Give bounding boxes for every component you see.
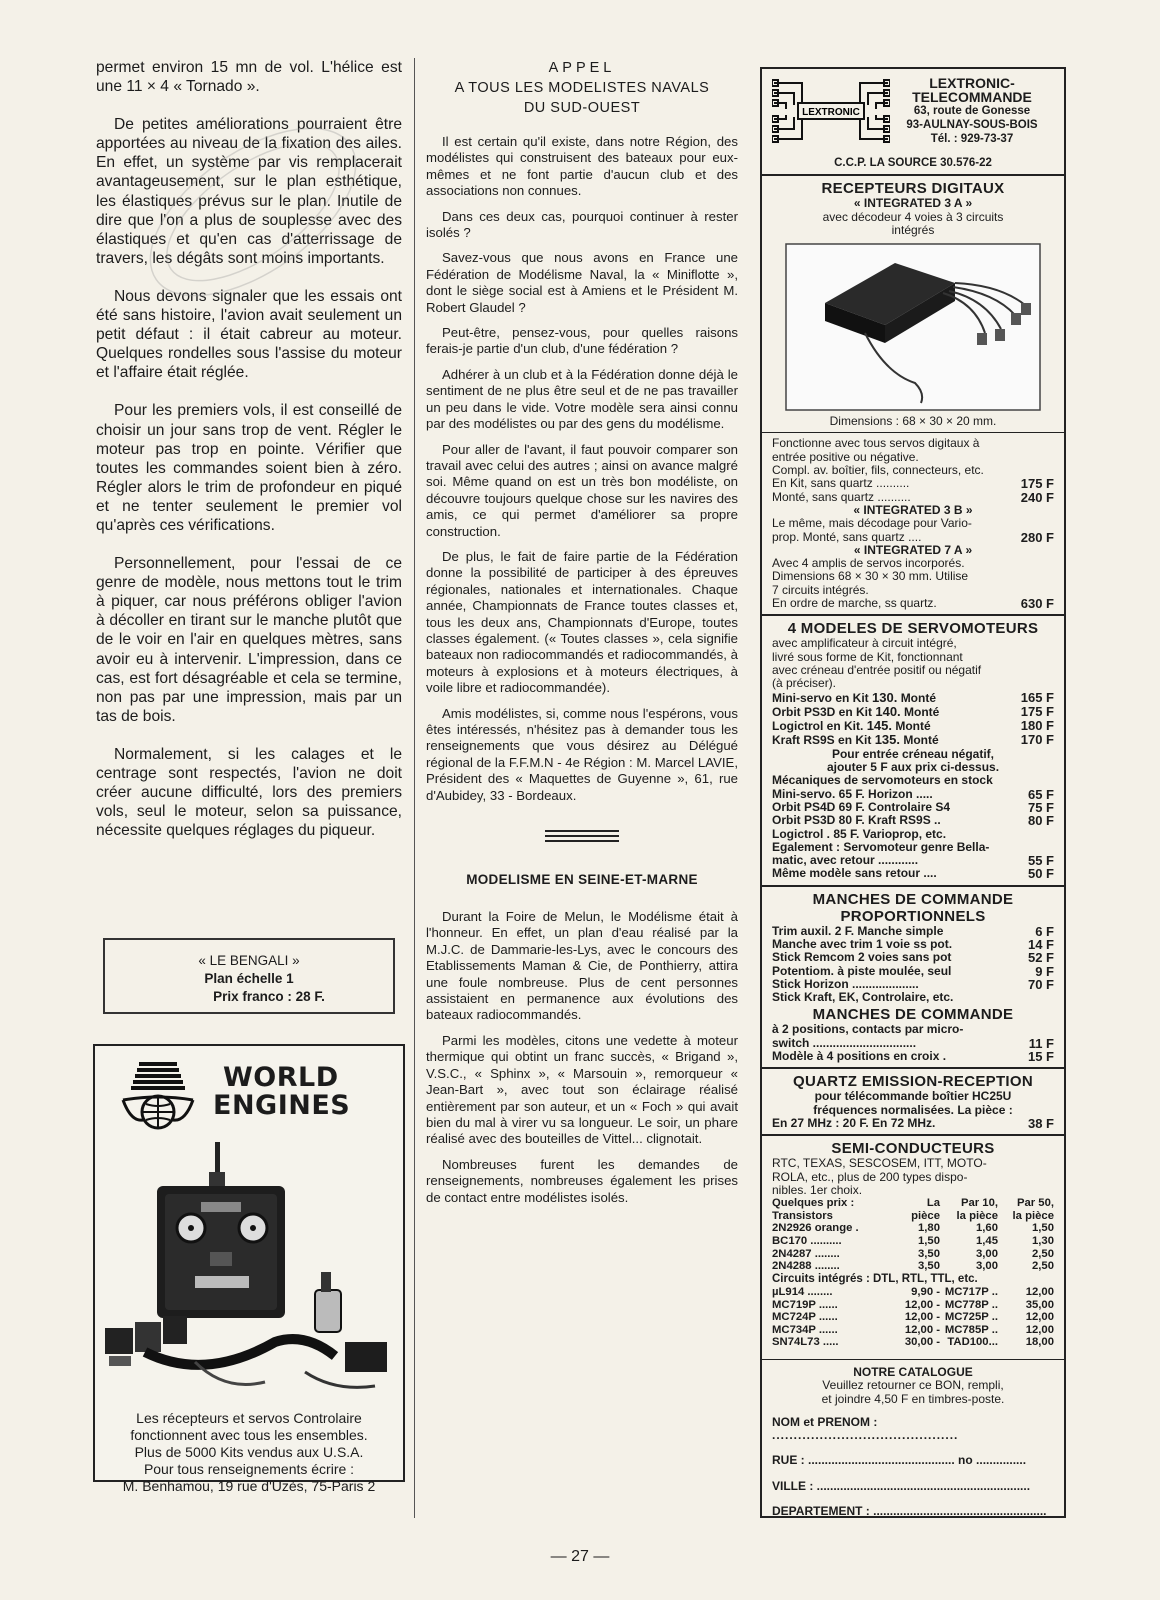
column-divider (414, 58, 415, 1518)
price: 280 F (1020, 529, 1054, 545)
dimensions: Dimensions : 68 × 30 × 20 mm. (829, 414, 997, 429)
form-nom-field[interactable]: NOM et PRENOM : ........................................... (772, 1414, 959, 1443)
article-paragraph: Nombreuses furent les demandes de renseignements, nombreuses également les prises de contact entre modélistes isolés. (426, 1156, 738, 1205)
world-engines-caption: Les récepteurs et servos Controlaire fonctionnent avec tous les ensembles. Plus de 5000 Kits vendus aux U.S.A. Pour tous renseignements écrire : M. Benhamou, 19 rue d'Uzès, 75-Paris 2 (122, 1410, 376, 1494)
section-separator (426, 830, 738, 842)
section-subheading: MODELISME EN SEINE-ET-MARNE (466, 872, 698, 888)
form-rue-field[interactable]: RUE : ............................................ no ............... (772, 1453, 1027, 1468)
circuit-table: µL914 ........ 9,90 - MC717P .. 12,00 MC719P ...... 12,00 - MC778P .. 35,00 MC724P ...... 12,00 - MC725P .. 12,00 MC734P ...... 12,00 - MC785P .. 12,00 SN74L73 ..... 30,00 - TAD100... 18,00 (772, 1286, 1054, 1349)
article-paragraph: Dans ces deux cas, pourquoi continuer à rester isolés ? (426, 208, 738, 241)
receiver-photo-icon (785, 243, 1041, 411)
semi-title: SEMI-CONDUCTEURS (831, 1140, 995, 1158)
divider (762, 614, 1064, 616)
article-paragraph: Savez-vous que nous avons en France une Fédération de Modélisme Naval, la « Miniflotte », dont le siège social est à Amiens et le Président M. Robert Glaudel ? (426, 250, 738, 315)
lextronic-logo-icon (772, 75, 890, 147)
company-name-2: TELECOMMANDE (912, 89, 1032, 105)
appel-heading: APPEL A TOUS LES MODELISTES NAVALS DU SUD-OUEST (454, 60, 710, 116)
world-engines-ad (93, 1044, 405, 1494)
article-paragraph: Pour les premiers vols, il est conseillé de choisir un jour sans trop de vent. Régler le moteur pas trop en pointe. Vérifier que toutes les commandes soient bien à zéro. Régler alors le trim de profondeur en piqué et ne tenter seulement le premier vol qu'après ces vérifications. (96, 402, 402, 534)
article-paragraph: Personnellement, pour l'essai de ce genre de modèle, nous mettons tout le trim à piquer, car nous préférons obliger l'avion à décoller en tirant sur le manche plutôt que de le voir en l'air en quelques mètres, sans avoir eu à intervenir. L'impression, dans ce cas, est fort désagréable et cela se termine, non pas par une impression, mais par un tas de bois. (96, 555, 402, 725)
article-paragraph: De plus, le fait de faire partie de la Fédération donne la possibilité de participer à des épreuves régionales, nationales et internationales. Chaque année, Championnats de France toutes classes et, tous les deux ans, Championnats d'Europe, toutes classes également. (« Toutes classes », cela signifie bateaux non radiocommandés et radiocommandés, à moteurs à explosions et à moteurs électriques, à voile libre et radiocommandée). (426, 548, 738, 696)
manches-commande-title: MANCHES DE COMMANDE (812, 1006, 1014, 1024)
recepteurs-title: RECEPTEURS DIGITAUX (821, 180, 1005, 198)
middle-column (426, 58, 738, 1215)
article-paragraph: De petites améliorations pourraient être apportées au niveau de la fixation des ailes. En effet, un système par vis remplacerait avantageusement, sur le plan esthétique, les élastiques prévus sur le plan. Inutile de dire que l'on a plus de souplesse avec des élastiques et qu'en cas d'atterrissage de travers, les dégâts sont moins importants. (96, 116, 402, 267)
company-name-1: LEXTRONIC- (929, 75, 1015, 91)
world-engines-title: WORLD ENGINES (213, 1062, 351, 1121)
article-paragraph: Il est certain qu'il existe, dans notre Région, des modélistes qui construisent des bateaux pour eux-mêmes et ne font partie d'aucun club et des associations non connues. (426, 134, 738, 199)
company-tel: Tél. : 929-73-37 (930, 133, 1014, 145)
divider (762, 885, 1064, 887)
company-address-2: 93-AULNAY-SOUS-BOIS (906, 119, 1038, 131)
divider (762, 174, 1064, 176)
form-ville-field[interactable]: VILLE : ................................................................ (772, 1478, 1031, 1493)
price: 175 F (1020, 476, 1054, 492)
article-paragraph: Amis modélistes, si, comme nous l'espérons, vous êtes intéressés, n'hésitez pas à demander tous les renseignements que vous désirez au Délégué régional de la F.F.M.N - 4e Région : M. Marcel LAVIE, Président des « Maquettes de Guyenne », 61, rue d'Aubidey, 33 - Bordeaux. (426, 705, 738, 803)
bengali-price: Prix franco : 28 F. (213, 989, 325, 1004)
company-ccp: C.C.P. LA SOURCE 30.576-22 (834, 157, 992, 169)
bengali-title: « LE BENGALI » (198, 953, 300, 968)
company-address-1: 63, route de Gonesse (913, 105, 1031, 117)
bengali-plan: Plan échelle 1 (204, 971, 294, 986)
article-paragraph: Pour aller de l'avant, il faut pouvoir comparer son travail avec celui des autres ; ainsi on avance malgré soi. Même quand on est un très bon modéliste, on découvre toujours quelque chose sur les navires des amis, ce qui permet d'améliorer sa propre construction. (426, 441, 738, 539)
article-paragraph: Normalement, si les calages et le centrage sont respectés, l'avion ne doit créer aucune difficulté, lors des premiers vols, seul le moteur, selon sa puissance, nécessite quelques réglages du piqueur. (96, 745, 402, 840)
lextronic-logo-text: LEXTRONIC (802, 107, 860, 118)
page-number: — 27 — (550, 1548, 610, 1565)
price: 240 F (1020, 489, 1054, 505)
divider (762, 1359, 1064, 1360)
article-paragraph: permet environ 15 mn de vol. L'hélice est une 11 × 4 « Tornado ». (96, 59, 402, 96)
transistor-table: Quelques prix : La Par 10, Par 50, Transistors pièce la pièce la pièce 2N2926 orange . 1,80 1,60 1,50 BC170 .......... 1,50 1,45 1,30 2N4287 ........ 3,50 3,00 2,50 2N4288 ........ 3,50 3,00 2,50 (772, 1197, 1054, 1273)
divider (762, 1067, 1064, 1069)
quartz-title: QUARTZ EMISSION-RECEPTION (792, 1073, 1033, 1091)
article-paragraph: Durant la Foire de Melun, le Modélisme était à l'honneur. En effet, un plan d'eau réalisé par la M.J.C. de Dammarie-les-Lys, avec le concours des Etablissements Maman & Cie, de Ponthierry, attira une foule nombreuse. Plus de cent personnes assistaient en permanence aux évolutions des bateaux radiocommandés. (426, 909, 738, 1023)
catalogue-title: NOTRE CATALOGUE (853, 1364, 973, 1379)
article-paragraph: Parmi les modèles, citons une vedette à moteur thermique qui obtint un franc succès, « Brigand », V.S.C., « Sphinx », « Marsouin », remorqueur « Jean-Bart », avec tout son éclairage réalisé entièrement par son auteur, et un « Foch » qui avait bien du mal à virer vu sa longueur. Le soir, un phare réalisé avec des bouteilles de Vittel... clignotait. (426, 1032, 738, 1147)
divider (762, 1134, 1064, 1136)
divider (762, 432, 1064, 433)
article-paragraph: Nous devons signaler que les essais ont été sans histoire, l'avion avait seulement un petit défaut : il était cabreur au moteur. Quelques rondelles sous l'assise du moteur et l'affaire était réglée. (96, 287, 402, 382)
servo-title: 4 MODELES DE SERVOMOTEURS (787, 620, 1039, 638)
article-paragraph: Peut-être, pensez-vous, pour quelles raisons ferais-je partie d'un club, d'une fédération ? (426, 325, 738, 357)
bengali-box (103, 938, 395, 1014)
manches-title: MANCHES DE COMMANDE PROPORTIONNELS (812, 890, 1014, 925)
article-paragraph: Adhérer à un club et à la Fédération donne déjà le sentiment de ne plus être seul et de ne pas travailler un peu dans le vide. Votre modèle sera ainsi connu par des modélistes ou par des gens du modélisme. (426, 366, 738, 432)
lextronic-ad: LEXTRONIC LEXTRONIC- TELECOMMANDE 63, route de Gonesse 93-AULNAY-SOUS-BOIS Tél. : 929-73-37 C.C.P. LA SOURCE 30.576-22 RECEPTEURS DIGITAUX « INTEGRATED 3 A » avec décodeur 4 voies à 3 circuits intégrés Dimensions : 68 × 30 × 20 mm. Fonctionne avec tous servos digitaux à entrée positive ou négative. Compl. av. boîtier, fils, connecteurs, etc. En Kit, sans quartz .......... 175 F Monté, sans quartz .......... 240 F « INTEGRATED 3 B » Le même, mais décodage pour Vario- prop. Monté, sans quartz .... 280 F « INTEGRATED 7 A » Avec 4 amplis de servos incorporés. Dimensions 68 × 30 × 30 mm. Utilise 7 circuits intégrés. En ordre de marche, ss quartz. 630 F 4 MODELES DE SERVOMOTEURS avec amplificateur à circuit intégré, livré sous forme de Kit, fonctionnant avec créneau d'entrée positif ou négatif (à préciser). Mini-servo en Kit 130. Monté 165 F Orbit PS3D en Kit 140. Monté 175 F Logictrol en Kit. 145. Monté 180 F Kraft RS9S en Kit 135. Monté 170 F Pour entrée créneau négatif, ajouter 5 F aux prix ci-dessus. Mécaniques de servomoteurs en stock Mini-servo. 65 F. Horizon ..... 65 F Orbit PS4D 69 F. Controlaire S4 75 F Orbit PS3D 80 F. Kraft RS9S .. 80 F Logictrol . 85 F. Varioprop, etc. Egalement : Servomoteur genre Bella- matic, avec retour ............ 55 F Même modèle sans retour .... 50 F MANCHES DE COMMANDE PROPORTIONNELS Trim auxil. 2 F. Manche simple 6 F Manche avec trim 1 voie ss pot. 14 F Stick Remcom 2 voies sans pot 52 F Potentiom. à piste moulée, seul 9 F Stick Horizon .................... 70 F Stick Kraft, EK, Controlaire, etc. MANCHES DE COMMANDE à 2 positions, contacts par micro- switch ............................... 11 F Modèle à 4 positions en croix . 15 F QUARTZ EMISSION-RECEPTION pour télécommande boîtier HC25U fréquences normalisées. La pièce : En 27 MHz : 20 F. En 72 MHz. 38 F SEMI-CONDUCTEURS RTC, TEXAS, SESCOSEM, ITT, MOTO- ROLA, etc., plus de 200 types dispo- nibles. 1er choix. Quelques prix : La Par 10, Par 50, Transistors pièce la pièce la pièce 2N2926 orange . 1,80 1,60 1,50 BC170 .......... 1,50 1,45 1,30 2N4287 ........ 3,50 3,00 2,50 2N4288 ........ 3,50 3,00 2,50 Circuits intégrés : DTL, RTL, TTL, etc. µL914 ........ 9,90 - MC717P .. 12,00 MC719P ...... 12,00 - MC778P .. 35,00 MC724P ...... 12,00 - MC725P .. 12,00 MC734P ...... 12,00 - MC785P .. 12,00 SN74L73 ..... 30,00 - TAD100... 18,00 NOTRE CATALOGUE Veuillez retourner ce BON, rempli, et joindre 4,50 F en timbres-poste. NOM et PRENOM : ........................................... RUE : ............................................ no ............... VILLE : ................................................................ DEPARTEMENT : .................................................... (760, 67, 1066, 1518)
radio-set-photo-icon (105, 1142, 393, 1404)
form-departement-field[interactable]: DEPARTEMENT : .................................................... (772, 1504, 1047, 1519)
left-column (96, 58, 402, 859)
price: 630 F (1020, 596, 1054, 612)
integrated-3a: « INTEGRATED 3 A » (853, 196, 973, 211)
world-engines-logo-icon (121, 1060, 195, 1134)
